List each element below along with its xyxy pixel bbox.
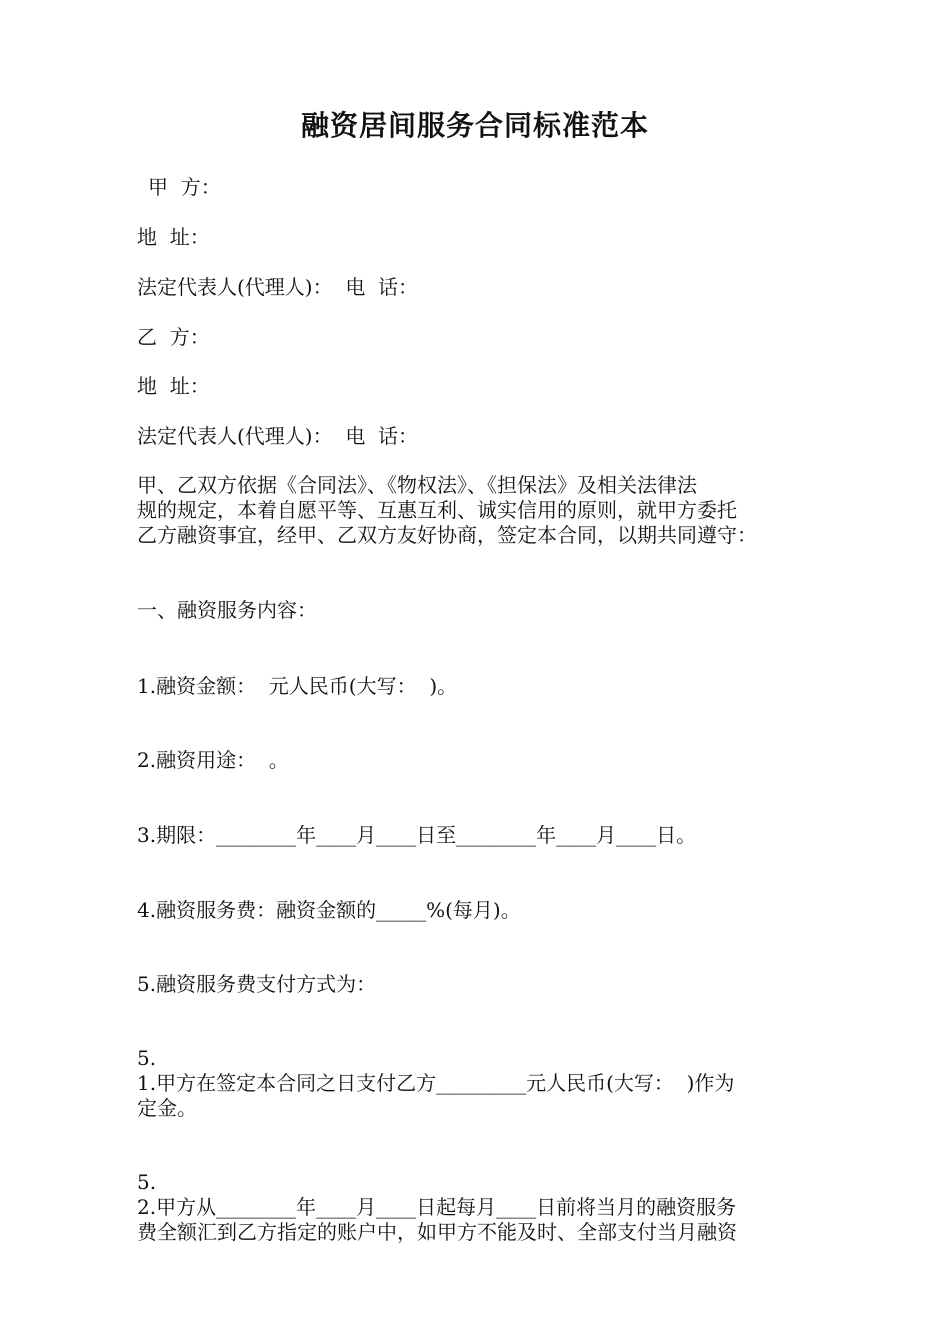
item-5-1-line: 1.甲方在签定本合同之日支付乙方_________元人民币(大写： )作为 — [137, 1071, 735, 1095]
party-a-label: 甲 方： — [148, 175, 221, 199]
item-financing-purpose: 2.融资用途： 。 — [137, 748, 289, 772]
intro-line: 乙方融资事宜，经甲、乙双方友好协商，签定本合同，以期共同遵守： — [137, 523, 757, 547]
item-payment-method: 5.融资服务费支付方式为： — [137, 972, 377, 996]
party-b-address: 地 址： — [137, 374, 210, 398]
item-5-2-number: 5. — [137, 1170, 157, 1194]
item-5-1-number: 5. — [137, 1046, 157, 1070]
item-5-2 — [137, 1170, 817, 1245]
item-5-1 — [137, 1046, 817, 1121]
item-term: 3.期限：________年____月____日至________年____月____日。 — [137, 823, 697, 847]
party-a-address: 地 址： — [137, 225, 210, 249]
intro-line: 甲、乙双方依据《合同法》、《物权法》、《担保法》及相关法律法 — [137, 473, 697, 497]
intro-paragraph — [137, 473, 817, 548]
item-service-fee: 4.融资服务费：融资金额的_____%(每月)。 — [137, 898, 521, 922]
item-5-2-line: 2.甲方从________年____月____日起每月____日前将当月的融资服务 — [137, 1195, 737, 1219]
party-b-representative: 法定代表人(代理人)： 电 话： — [137, 424, 419, 448]
intro-line: 规的规定，本着自愿平等、互惠互利、诚实信用的原则，就甲方委托 — [137, 498, 737, 522]
party-b-label: 乙 方： — [137, 325, 210, 349]
item-5-2-line: 费全额汇到乙方指定的账户中，如甲方不能及时、全部支付当月融资 — [137, 1220, 737, 1244]
document-title: 融资居间服务合同标准范本 — [300, 109, 649, 142]
item-financing-amount: 1.融资金额： 元人民币(大写： )。 — [137, 674, 458, 698]
party-a-representative: 法定代表人(代理人)： 电 话： — [137, 275, 419, 299]
section-1-heading: 一、融资服务内容： — [137, 598, 317, 622]
item-5-1-line: 定金。 — [137, 1096, 197, 1120]
